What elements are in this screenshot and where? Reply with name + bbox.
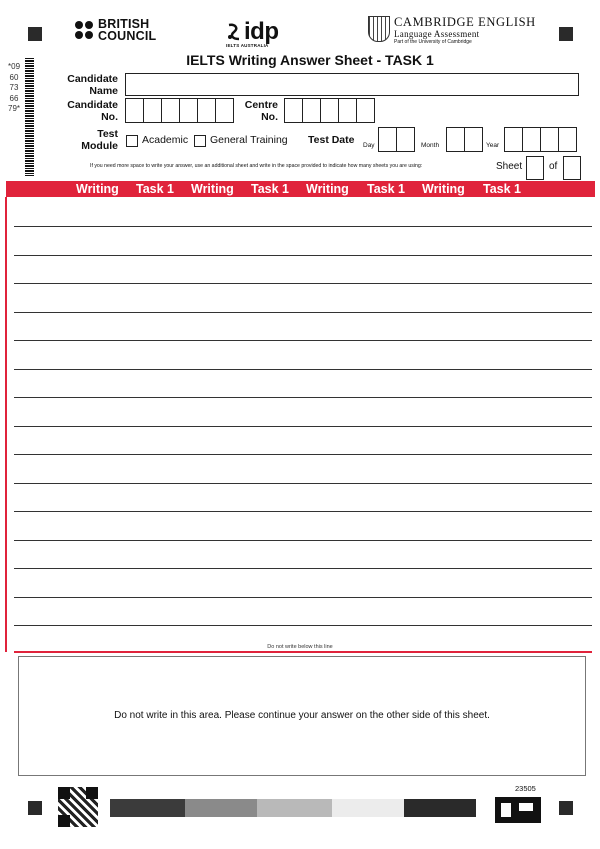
idp-logo: idp IELTS AUSTRALIA	[226, 18, 279, 48]
candidate-no-digit-box[interactable]	[125, 98, 144, 123]
barcode	[25, 58, 34, 176]
band-task-label: Task 1	[251, 182, 289, 196]
sheet-total-field[interactable]	[563, 156, 581, 180]
writing-line	[14, 283, 592, 284]
test-module-label: Test Module	[81, 128, 118, 152]
writing-line	[14, 340, 592, 341]
day-digit-box[interactable]	[396, 127, 415, 152]
barcode-number: *0960736679*	[8, 62, 21, 113]
centre-no-label: Centre No.	[244, 99, 278, 123]
answer-area[interactable]	[14, 197, 592, 637]
candidate-no-digit-box[interactable]	[161, 98, 180, 123]
year-field[interactable]	[504, 127, 576, 152]
year-digit-box[interactable]	[522, 127, 541, 152]
registration-mark-top-right	[559, 27, 573, 41]
year-digit-box[interactable]	[540, 127, 559, 152]
sheet-number-field[interactable]	[526, 156, 544, 180]
centre-no-digit-box[interactable]	[338, 98, 357, 123]
month-field[interactable]	[446, 127, 482, 152]
centre-no-digit-box[interactable]	[356, 98, 375, 123]
idp-mark-icon	[226, 23, 242, 41]
writing-line	[14, 454, 592, 455]
band-writing-label: Writing	[76, 182, 119, 196]
scan-code-mark	[495, 797, 541, 823]
registration-mark-bottom-left	[28, 801, 42, 815]
band-writing-label: Writing	[306, 182, 349, 196]
centre-no-digit-box[interactable]	[320, 98, 339, 123]
centre-no-digit-box[interactable]	[302, 98, 321, 123]
do-not-write-area-text: Do not write in this area. Please continue your answer on the other side of this sheet.	[114, 710, 490, 721]
writing-line	[14, 511, 592, 512]
year-digit-box[interactable]	[504, 127, 523, 152]
candidate-name-field[interactable]	[125, 73, 579, 96]
writing-line	[14, 312, 592, 313]
band-writing-label: Writing	[422, 182, 465, 196]
month-digit-box[interactable]	[446, 127, 465, 152]
writing-line	[14, 483, 592, 484]
writing-line	[14, 397, 592, 398]
day-field[interactable]	[378, 127, 414, 152]
day-digit-box[interactable]	[378, 127, 397, 152]
grey-scale-strip-dark	[110, 799, 185, 817]
do-not-write-red-line	[14, 651, 592, 653]
grey-scale-strip-mid	[185, 799, 257, 817]
page-title: IELTS Writing Answer Sheet - TASK 1	[186, 52, 434, 68]
of-label: of	[549, 161, 558, 172]
sheet-label: Sheet	[496, 161, 523, 172]
candidate-no-label: Candidate No.	[67, 99, 118, 123]
month-digit-box[interactable]	[464, 127, 483, 152]
candidate-no-digit-box[interactable]	[197, 98, 216, 123]
form-number: 23505	[515, 784, 536, 793]
academic-checkbox[interactable]	[126, 135, 138, 147]
cambridge-shield-icon	[368, 16, 390, 42]
writing-line	[14, 226, 592, 227]
do-not-write-line-label: Do not write below this line	[267, 644, 333, 650]
writing-line	[14, 540, 592, 541]
candidate-no-digit-box[interactable]	[215, 98, 234, 123]
writing-line	[14, 426, 592, 427]
writing-line	[14, 255, 592, 256]
year-label: Year	[486, 142, 500, 149]
writing-line	[14, 597, 592, 598]
academic-label: Academic	[142, 134, 189, 146]
cambridge-english-logo: CAMBRIDGE ENGLISH Language Assessment Part of the University of Cambridge	[368, 16, 536, 46]
band-task-label: Task 1	[136, 182, 174, 196]
grey-scale-strip-lightest	[332, 799, 404, 817]
writing-line	[14, 568, 592, 569]
candidate-no-field[interactable]	[125, 98, 233, 123]
candidate-name-label: Candidate Name	[67, 73, 118, 97]
writing-line	[14, 369, 592, 370]
writing-line	[14, 625, 592, 626]
band-task-label: Task 1	[367, 182, 405, 196]
month-label: Month	[421, 142, 440, 149]
more-space-note: If you need more space to write your answer, use an additional sheet and write in the space provided to indicate how many sheets you are using:	[90, 163, 423, 169]
candidate-no-digit-box[interactable]	[179, 98, 198, 123]
margin-line	[5, 197, 7, 652]
grey-scale-strip-black	[404, 799, 476, 817]
general-training-checkbox[interactable]	[194, 135, 206, 147]
test-date-label: Test Date	[308, 134, 355, 146]
registration-mark-top-left	[28, 27, 42, 41]
day-label: Day	[363, 142, 375, 149]
registration-mark-bottom-right	[559, 801, 573, 815]
writing-task-band	[6, 181, 595, 197]
qr-code	[58, 787, 98, 827]
grey-scale-strip-light	[257, 799, 332, 817]
british-council-dots-icon	[75, 21, 93, 39]
candidate-no-digit-box[interactable]	[143, 98, 162, 123]
centre-no-digit-box[interactable]	[284, 98, 303, 123]
general-training-label: General Training	[210, 134, 288, 146]
british-council-logo: BRITISH COUNCIL	[75, 18, 156, 42]
year-digit-box[interactable]	[558, 127, 577, 152]
centre-no-field[interactable]	[284, 98, 374, 123]
band-writing-label: Writing	[191, 182, 234, 196]
band-task-label: Task 1	[483, 182, 521, 196]
